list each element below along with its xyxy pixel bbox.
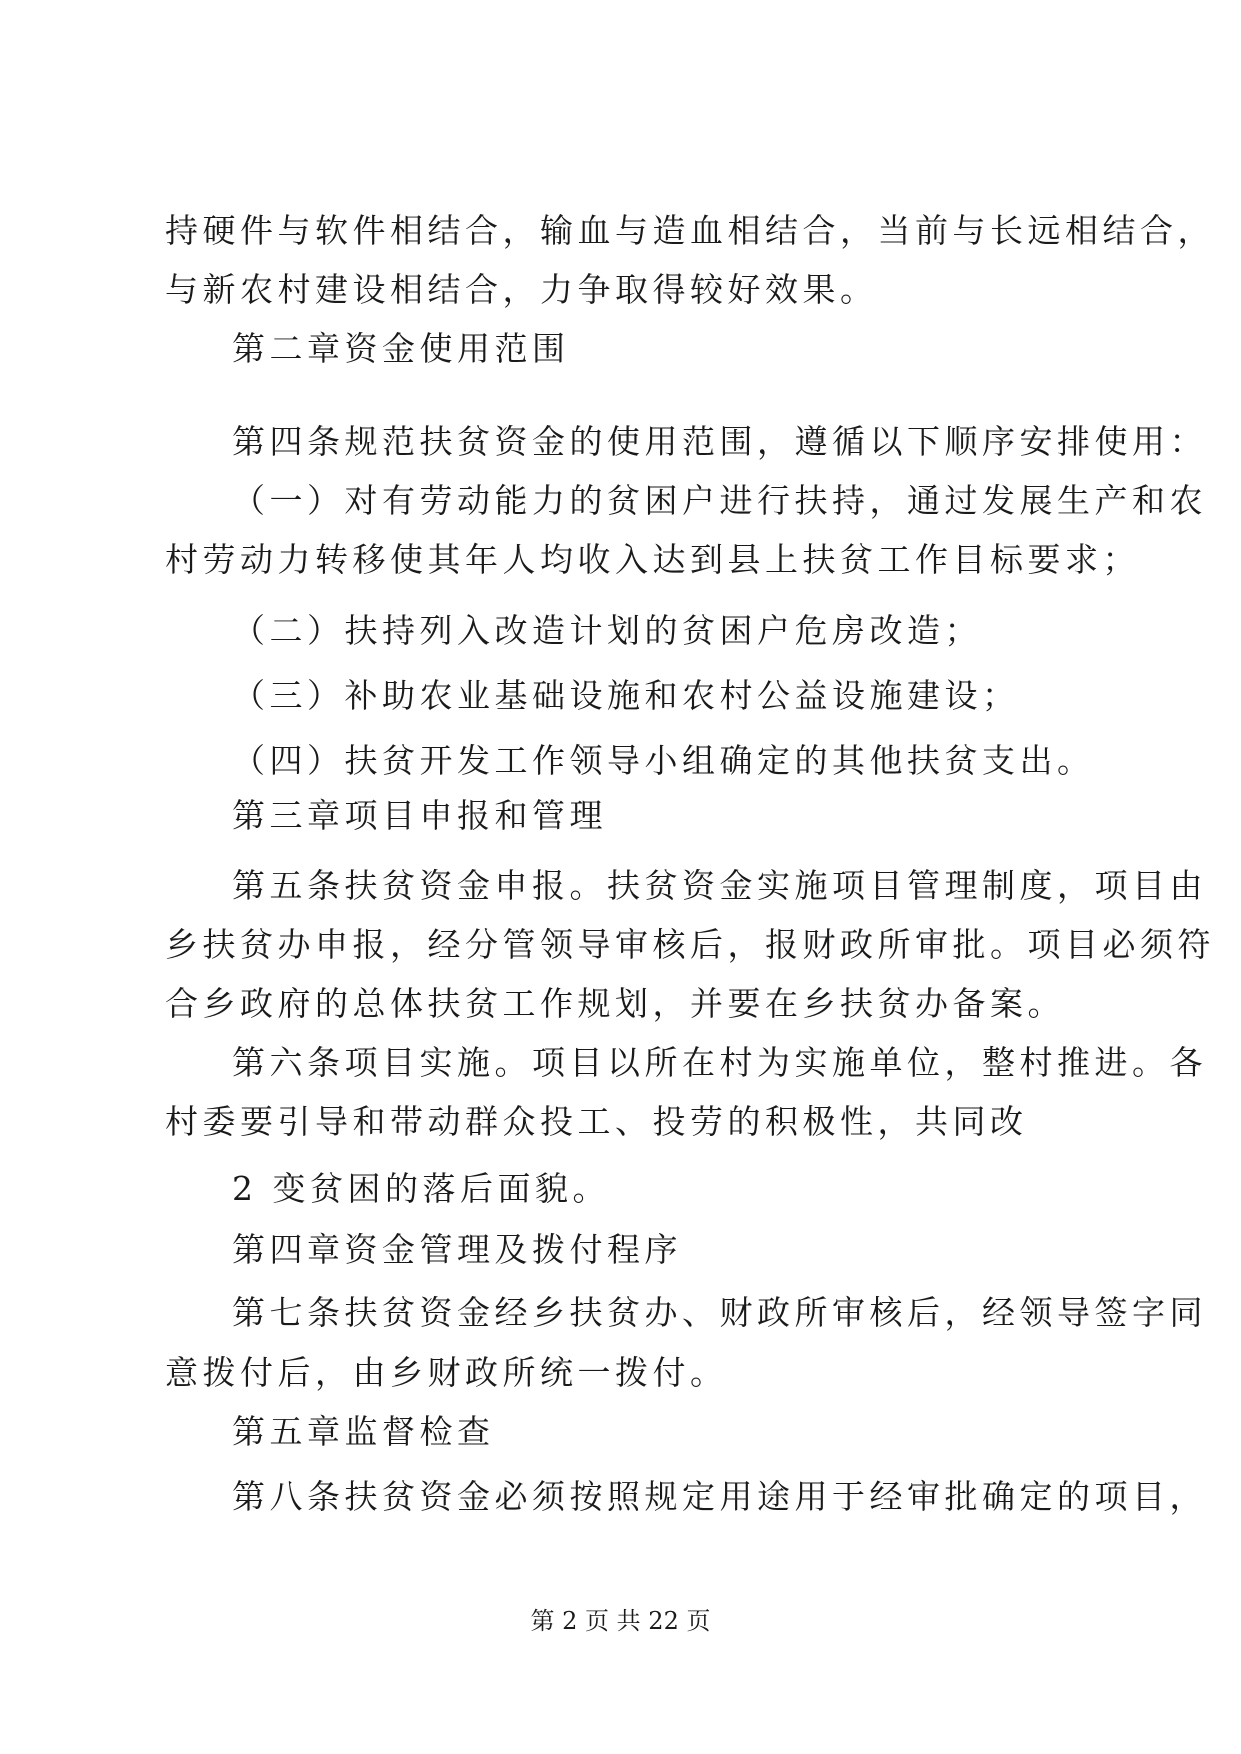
chapter-heading: 第二章资金使用范围	[232, 329, 570, 368]
chapter-heading: 第四章资金管理及拨付程序	[232, 1230, 682, 1269]
text-line: 2 变贫困的落后面貌。	[232, 1169, 610, 1208]
text-line: 第五条扶贫资金申报。扶贫资金实施项目管理制度，项目由	[232, 866, 1207, 905]
list-item: （四）扶贫开发工作领导小组确定的其他扶贫支出。	[232, 741, 1095, 780]
text-line: 合乡政府的总体扶贫工作规划，并要在乡扶贫办备案。	[165, 984, 1065, 1023]
chapter-heading: 第五章监督检查	[232, 1412, 495, 1451]
list-item: （一）对有劳动能力的贫困户进行扶持，通过发展生产和农	[232, 481, 1207, 520]
text-line: 村劳动力转移使其年人均收入达到县上扶贫工作目标要求；	[165, 540, 1140, 579]
text-line: 村委要引导和带动群众投工、投劳的积极性，共同改	[165, 1102, 1028, 1141]
page-footer: 第 2 页 共 22 页	[530, 1607, 711, 1635]
text-line: 第六条项目实施。项目以所在村为实施单位，整村推进。各	[232, 1043, 1207, 1082]
chapter-heading: 第三章项目申报和管理	[232, 796, 607, 835]
text-line: 与新农村建设相结合，力争取得较好效果。	[165, 270, 878, 309]
text-line: 意拨付后，由乡财政所统一拨付。	[165, 1353, 728, 1392]
text-line: 第七条扶贫资金经乡扶贫办、财政所审核后，经领导签字同	[232, 1293, 1207, 1332]
text-line: 第八条扶贫资金必须按照规定用途用于经审批确定的项目，	[232, 1477, 1207, 1516]
text-line: 乡扶贫办申报，经分管领导审核后，报财政所审批。项目必须符	[165, 925, 1215, 964]
text-line: 第四条规范扶贫资金的使用范围，遵循以下顺序安排使用：	[232, 422, 1207, 461]
list-item: （二）扶持列入改造计划的贫困户危房改造；	[232, 611, 982, 650]
text-line: 持硬件与软件相结合，输血与造血相结合，当前与长远相结合，	[165, 211, 1215, 250]
list-item: （三）补助农业基础设施和农村公益设施建设；	[232, 676, 1020, 715]
